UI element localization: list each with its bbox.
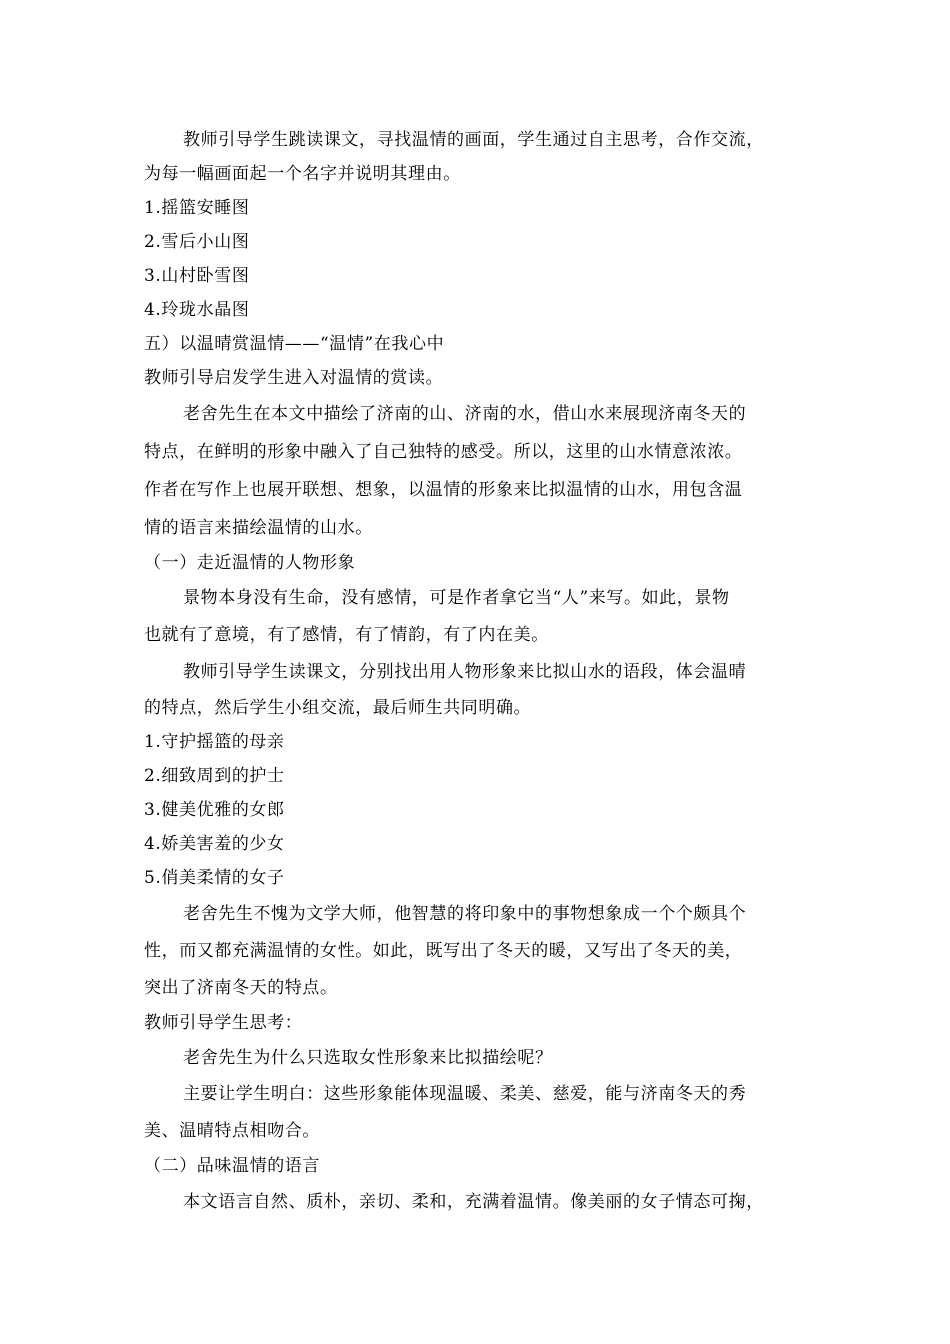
list-item: 1.守护摇篮的母亲 — [144, 732, 285, 752]
paragraph-line: 美、温晴特点相吻合。 — [144, 1121, 320, 1141]
paragraph-line: 突出了济南冬天的特点。 — [144, 978, 338, 998]
paragraph-line: 的特点，然后学生小组交流，最后师生共同明确。 — [144, 698, 532, 718]
paragraph-line: 作者在写作上也展开联想、想象，以温情的形象来比拟温情的山水，用包含温 — [144, 480, 743, 500]
paragraph-line: 本文语言自然、质朴，亲切、柔和，充满着温情。像美丽的女子情态可掬， — [183, 1192, 764, 1212]
list-item: 4.娇美害羞的少女 — [144, 834, 285, 854]
list-item: 4.玲珑水晶图 — [144, 300, 250, 320]
paragraph-line: 老舍先生不愧为文学大师，他智慧的将印象中的事物想象成一个个颇具个 — [183, 904, 747, 924]
list-item: 1.摇篮安睡图 — [144, 198, 250, 218]
list-item: 2.细致周到的护士 — [144, 766, 285, 786]
paragraph-line: 也就有了意境，有了感情，有了情韵，有了内在美。 — [144, 625, 549, 645]
paragraph-line: 教师引导学生读课文，分别找出用人物形象来比拟山水的语段，体会温晴 — [183, 662, 747, 682]
paragraph-line: 情的语言来描绘温情的山水。 — [144, 518, 373, 538]
paragraph-line: 教师引导学生思考： — [144, 1013, 303, 1033]
list-item: 3.健美优雅的女郎 — [144, 800, 285, 820]
list-item: 2.雪后小山图 — [144, 232, 250, 252]
subsection-heading: （一）走近温情的人物形象 — [144, 553, 356, 573]
list-item: 3.山村卧雪图 — [144, 266, 250, 286]
paragraph-line: 景物本身没有生命，没有感情，可是作者拿它当“人”来写。如此，景物 — [183, 588, 730, 608]
section-heading: 五）以温晴赏温情——“温情”在我心中 — [144, 334, 445, 354]
subsection-heading: （二）品味温情的语言 — [144, 1156, 320, 1176]
paragraph-line: 老舍先生在本文中描绘了济南的山、济南的水，借山水来展现济南冬天的 — [183, 404, 747, 424]
list-item: 5.俏美柔情的女子 — [144, 868, 285, 888]
paragraph-line: 为每一幅画面起一个名字并说明其理由。 — [144, 164, 461, 184]
paragraph-line: 教师引导学生跳读课文，寻找温情的画面，学生通过自主思考，合作交流， — [183, 130, 764, 150]
paragraph-line: 特点，在鲜明的形象中融入了自己独特的感受。所以，这里的山水情意浓浓。 — [144, 442, 743, 462]
paragraph-line: 性，而又都充满温情的女性。如此，既写出了冬天的暖，又写出了冬天的美， — [144, 941, 743, 961]
paragraph-line: 主要让学生明白：这些形象能体现温暖、柔美、慈爱，能与济南冬天的秀 — [183, 1084, 747, 1104]
paragraph-line: 老舍先生为什么只选取女性形象来比拟描绘呢？ — [183, 1048, 553, 1068]
paragraph-line: 教师引导启发学生进入对温情的赏读。 — [144, 368, 444, 388]
